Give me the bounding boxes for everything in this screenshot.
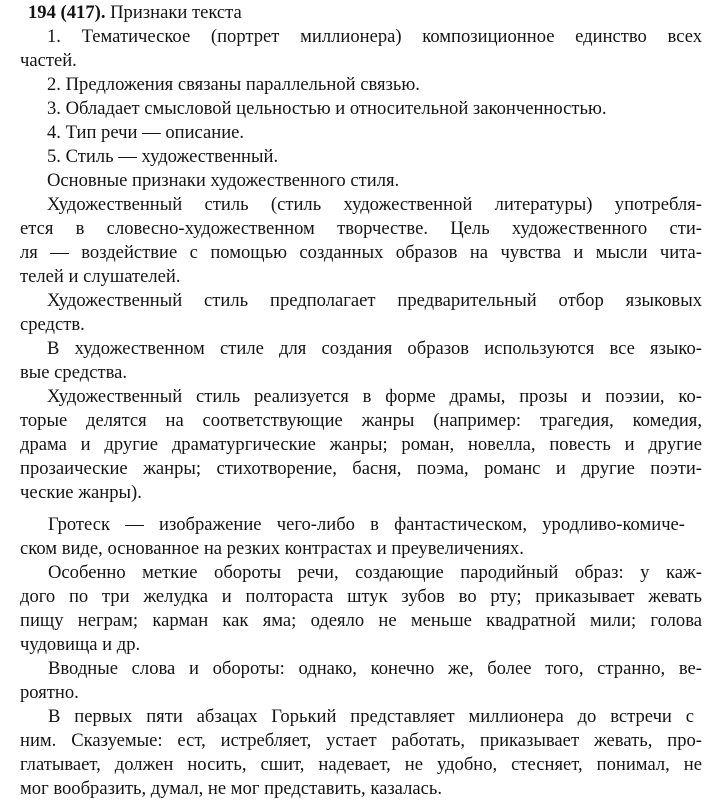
text-line-9: ется в словесно-художественном творчестве. Цель художественного сти- [20,218,702,239]
text-line-12: Художественный стиль предполагает предварительный отбор языковых [47,290,702,311]
task-title: Признаки текста [110,2,242,23]
text-line-24: дого по три желудка и полтораста штук зубов во рту; приказывает жевать [20,586,702,607]
text-line-5: 4. Тип речи — описание. [47,122,245,143]
text-line-1: 1. Тематическое (портрет миллионера) композиционное единство всех [47,26,702,47]
text-line-29: В первых пяти абзацах Горький представляет миллионера до встречи с [48,706,694,727]
text-line-19: прозаические жанры; стихотворение, басня, поэма, романс и другие поэти- [20,458,702,479]
text-line-20: ческие жанры). [20,482,142,503]
text-line-16: Художественный стиль реализуется в форме драмы, прозы и поэзии, ко- [47,386,702,407]
text-line-4: 3. Обладает смысловой цельностью и относительной законченностью. [47,98,607,119]
text-line-6: 5. Стиль — художественный. [47,146,279,167]
text-line-8: Художественный стиль (стиль художественной литературы) употребля- [47,194,702,215]
text-line-18: драма и другие драматургические жанры; роман, новелла, повесть и другие [20,434,702,455]
text-line-17: торые делятся на соответствующие жанры (например: трагедия, комедия, [20,410,702,431]
text-line-23: Особенно меткие обороты речи, создающие пародийный образ: у каж- [48,562,702,583]
text-line-3: 2. Предложения связаны параллельной связью. [47,74,420,95]
text-line-15: вые средства. [20,362,128,383]
text-line-10: ля — воздействие с помощью созданных образов на чувства и мысли чита- [20,242,702,263]
text-line-31: глатывает, должен носить, сшит, надевает, не удобно, стесняет, понимал, не [20,754,702,775]
text-line-2: частей. [20,50,77,71]
text-line-26: чудовища и др. [20,634,141,655]
text-line-13: средств. [20,314,85,335]
text-line-7: Основные признаки художественного стиля. [47,170,400,191]
text-line-30: ним. Сказуемые: ест, истребляет, устает работать, приказывает жевать, про- [20,730,702,751]
task-heading [28,4,242,23]
text-line-11: телей и слушателей. [20,266,181,287]
text-line-14: В художественном стиле для создания образов используются все языко- [47,338,702,359]
text-line-21: Гротеск — изображение чего-либо в фантастическом, уродливо-комиче- [48,514,685,535]
text-line-27: Вводные слова и обороты: однако, конечно же, более того, странно, ве- [48,658,702,679]
text-line-32: мог вообразить, думал, не мог представить, казалась. [20,778,443,799]
text-line-22: ском виде, основанное на резких контрастах и преувеличениях. [20,538,524,559]
text-line-28: роятно. [20,682,79,703]
task-number: 194 (417). [28,2,106,23]
text-line-25: пищу неграм; карман как яма; одеяло не меньше квадратной мили; голова [20,610,702,631]
